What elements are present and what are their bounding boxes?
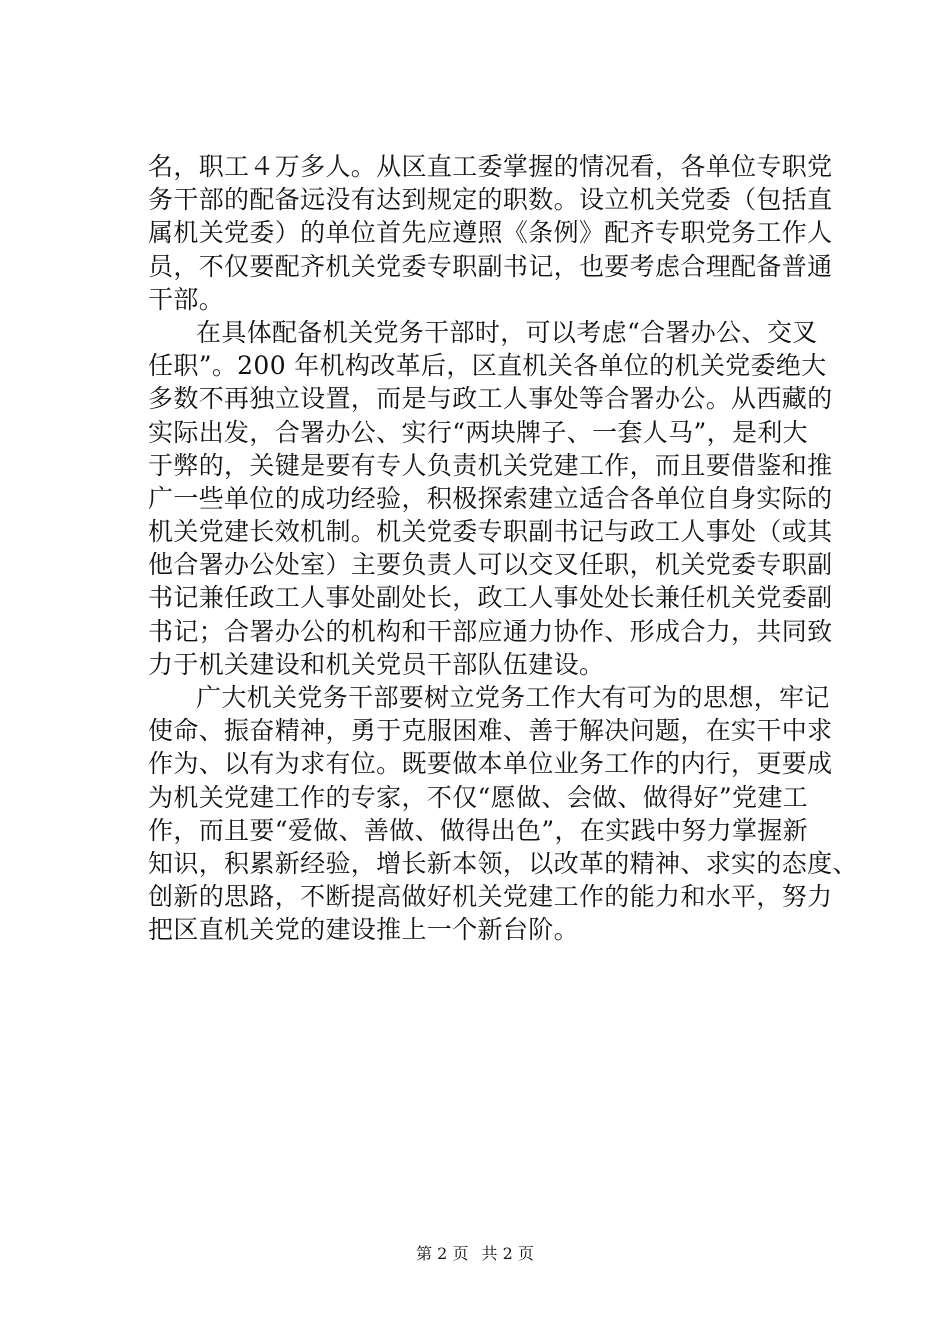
text-line: 名，职工４万多人。从区直工委掌握的情况看，各单位专职党 bbox=[148, 152, 833, 181]
text-line: 知识，积累新经验，增长新本领，以改革的精神、求实的态度、 bbox=[148, 848, 858, 878]
text-line: 在具体配备机关党务干部时，可以考虑“合署办公、交叉 bbox=[196, 317, 818, 347]
text-line: 书记；合署办公的机构和干部应通力协作、形成合力，共同致 bbox=[148, 616, 833, 646]
text-line: 任职”。200 年机构改革后，区直机关各单位的机关党委绝大 bbox=[148, 351, 827, 381]
text-line: 使命、振奋精神，勇于克服困难、善于解决问题，在实干中求 bbox=[148, 716, 833, 746]
text-line: 多数不再独立设置，而是与政工人事处等合署办公。从西藏的 bbox=[148, 384, 833, 414]
body-text bbox=[148, 150, 858, 947]
text-line: 务干部的配备远没有达到规定的职数。设立机关党委（包括直 bbox=[148, 185, 833, 215]
page-number: 第 2 页 bbox=[416, 1244, 469, 1263]
text-line: 广一些单位的成功经验，积极探索建立适合各单位自身实际的 bbox=[148, 483, 833, 513]
page-total: 共 2 页 bbox=[481, 1244, 534, 1263]
text-line: 作为、以有为求有位。既要做本单位业务工作的内行，更要成 bbox=[148, 749, 833, 779]
text-line: 机关党建长效机制。机关党委专职副书记与政工人事处（或其 bbox=[148, 517, 833, 547]
text-line: 广大机关党务干部要树立党务工作大有可为的思想，牢记 bbox=[196, 683, 830, 712]
text-line: 他合署办公处室）主要负责人可以交叉任职，机关党委专职副 bbox=[148, 550, 833, 580]
text-line: 实际出发，合署办公、实行“两块牌子、一套人马”，是利大 bbox=[148, 417, 809, 447]
text-line: 把区直机关党的建设推上一个新台阶。 bbox=[148, 915, 579, 945]
text-line: 干部。 bbox=[148, 284, 225, 314]
text-line: 作，而且要“爱做、善做、做得出色”，在实践中努力掌握新 bbox=[148, 815, 809, 845]
text-line: 书记兼任政工人事处副处长，政工人事处处长兼任机关党委副 bbox=[148, 583, 833, 613]
text-line: 为机关党建工作的专家，不仅“愿做、会做、做得好”党建工 bbox=[148, 782, 809, 812]
text-line: 于弊的，关键是要有专人负责机关党建工作，而且要借鉴和推 bbox=[148, 450, 833, 480]
text-line: 创新的思路，不断提高做好机关党建工作的能力和水平，努力 bbox=[148, 882, 833, 912]
text-line: 属机关党委）的单位首先应遵照《条例》配齐专职党务工作人 bbox=[148, 218, 833, 248]
text-line: 员，不仅要配齐机关党委专职副书记，也要考虑合理配备普通 bbox=[148, 251, 833, 281]
text-line: 力于机关建设和机关党员干部队伍建设。 bbox=[148, 649, 605, 679]
page-footer bbox=[0, 1244, 950, 1264]
